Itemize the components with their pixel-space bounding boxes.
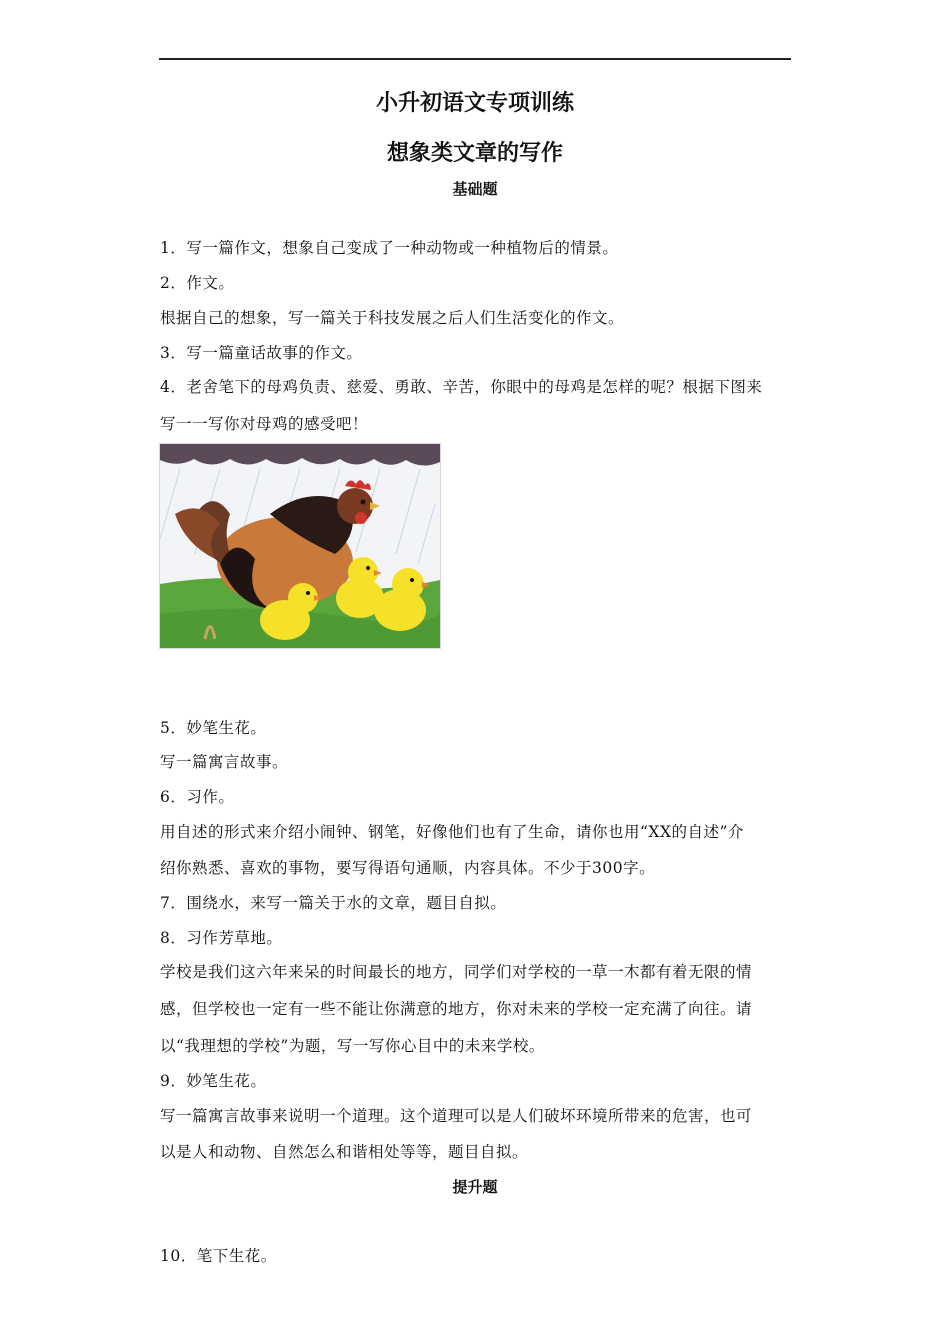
question-4-cont: 写一一写你对母鸡的感受吧！	[160, 415, 369, 433]
question-9: 9．妙笔生花。	[160, 1072, 267, 1090]
question-8-body-cont: 感，但学校也一定有一些不能让你满意的地方，你对未来的学校一定充满了向往。请	[160, 1000, 753, 1018]
page-subtitle: 想象类文章的写作	[386, 141, 563, 166]
question-10: 10．笔下生花。	[160, 1247, 277, 1265]
hen-with-chicks-illustration	[159, 443, 441, 649]
question-8-body: 学校是我们这六年来呆的时间最长的地方，同学们对学校的一草一木都有着无限的情	[160, 963, 753, 981]
section-heading-basic: 基础题	[452, 180, 498, 198]
question-4: 4．老舍笔下的母鸡负责、慈爱、勇敢、辛苦，你眼中的母鸡是怎样的呢？根据下图来	[160, 378, 763, 396]
header-rule	[159, 58, 791, 60]
question-9-body-cont: 以是人和动物、自然怎么和谐相处等等，题目自拟。	[160, 1143, 529, 1161]
question-6-body-cont: 绍你熟悉、喜欢的事物，要写得语句通顺，内容具体。不少于300字。	[160, 859, 656, 877]
question-3: 3．写一篇童话故事的作文。	[160, 344, 363, 362]
question-1: 1．写一篇作文，想象自己变成了一种动物或一种植物后的情景。	[160, 239, 619, 257]
section-heading-advanced: 提升题	[452, 1178, 498, 1196]
page-title: 小升初语文专项训练	[375, 91, 574, 116]
question-6-body: 用自述的形式来介绍小闹钟、钢笔，好像他们也有了生命，请你也用“XX的自述”介	[160, 823, 744, 841]
question-5-body: 写一篇寓言故事。	[160, 753, 289, 771]
question-2-body: 根据自己的想象，写一篇关于科技发展之后人们生活变化的作文。	[160, 309, 625, 327]
question-9-body: 写一篇寓言故事来说明一个道理。这个道理可以是人们破坏环境所带来的危害，也可	[160, 1107, 753, 1125]
question-6: 6．习作。	[160, 788, 235, 806]
question-5: 5．妙笔生花。	[160, 719, 267, 737]
question-7: 7．围绕水，来写一篇关于水的文章，题目自拟。	[160, 894, 507, 912]
question-2: 2．作文。	[160, 274, 235, 292]
question-8-body-end: 以“我理想的学校”为题，写一写你心目中的未来学校。	[160, 1037, 545, 1055]
question-8: 8．习作芳草地。	[160, 929, 283, 947]
